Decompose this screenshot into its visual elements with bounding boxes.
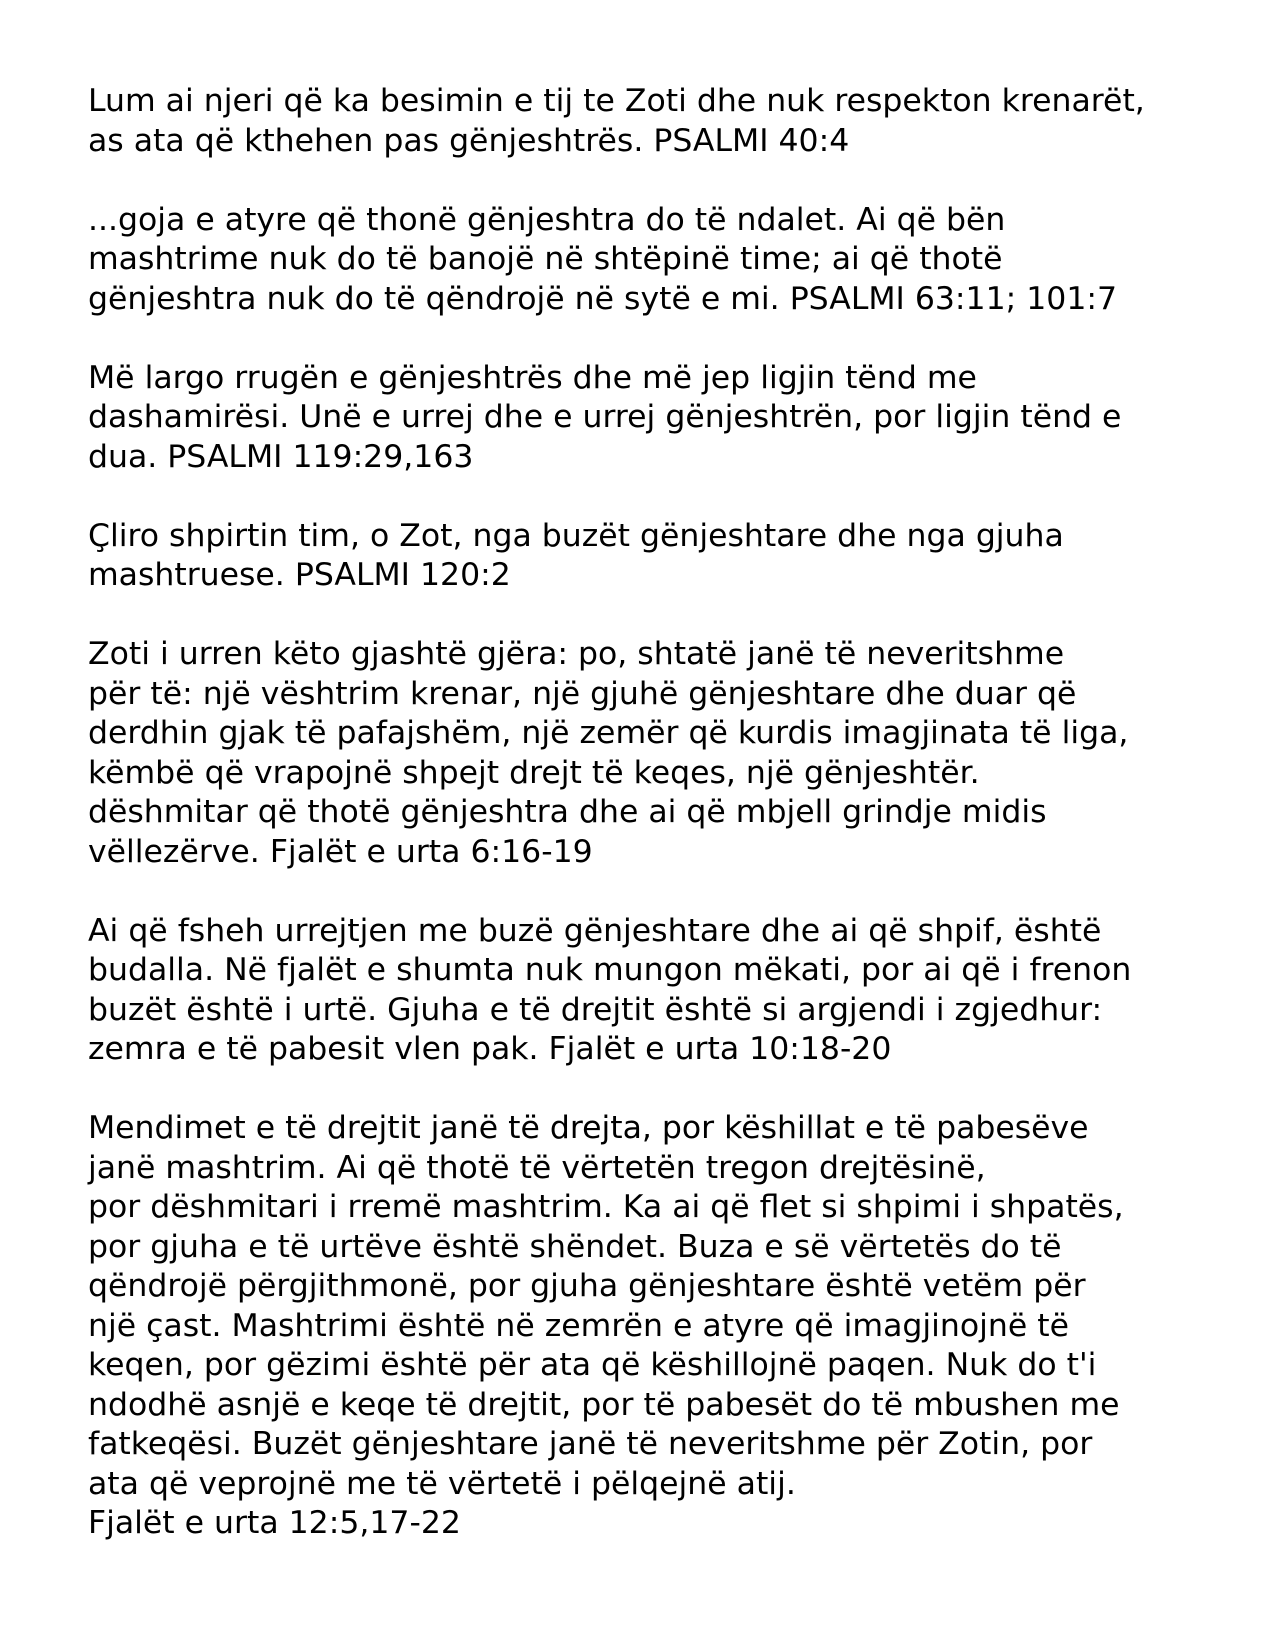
text-line: gënjeshtra nuk do të qëndrojë në sytë e mi. PSALMI 63:11; 101:7 (88, 280, 1118, 317)
paragraph-proverbs-10 (88, 912, 1248, 1070)
text-line: derdhin gjak të pafajshëm, një zemër që kurdis imagjinata të liga, (88, 715, 1129, 751)
paragraph-proverbs-12 (88, 1109, 1248, 1544)
text-line: ndodhë asnjë e keqe të drejtit, por të pabesët do të mbushen me (88, 1386, 1120, 1423)
text-line: dëshmitar që thotë gënjeshtra dhe ai që mbjell grindje midis (88, 794, 1047, 830)
text-line: këmbë që vrapojnë shpejt drejt të keqes, një gënjeshtër. (88, 754, 980, 791)
paragraph-proverbs-6 (88, 635, 1248, 872)
text-line: Lum ai njeri që ka besimin e tij te Zoti dhe nuk respekton krenarët, (88, 83, 1145, 119)
text-line: një çast. Mashtrimi është në zemrën e atyre që imagjinojnë të (88, 1307, 1069, 1344)
text-line: ...goja e atyre që thonë gënjeshtra do të ndalet. Ai që bën (88, 201, 1006, 238)
text-line: budalla. Në fjalët e shumta nuk mungon mëkati, por ai që i frenon (88, 952, 1132, 988)
text-line: janë mashtrim. Ai që thotë të vërtetën tregon drejtësinë, (88, 1149, 986, 1186)
text-line: dua. PSALMI 119:29,163 (88, 438, 474, 475)
text-line: Më largo rrugën e gënjeshtrës dhe më jep ligjin tënd me (88, 359, 977, 396)
text-line: buzët është i urtë. Gjuha e të drejtit është si argjendi i zgjedhur: (88, 991, 1103, 1028)
paragraph-psalm-40-4 (88, 82, 1248, 161)
text-line: por gjuha e të urtëve është shëndet. Buza e së vërtetës do të (88, 1228, 1062, 1265)
paragraph-psalm-119 (88, 359, 1248, 478)
text-line: Fjalët e urta 12:5,17-22 (88, 1505, 461, 1541)
text-line: ata që veprojnë me të vërtetë i pëlqejnë atij. (88, 1465, 796, 1502)
text-line: keqen, por gëzimi është për ata që këshillojnë paqen. Nuk do t'i (88, 1347, 1097, 1383)
text-line: mashtrime nuk do të banojë në shtëpinë time; ai që thotë (88, 241, 1003, 277)
text-line: por dëshmitari i rremë mashtrim. Ka ai që flet si shpimi i shpatës, (88, 1189, 1124, 1225)
text-line: as ata që kthehen pas gënjeshtrës. PSALMI 40:4 (88, 122, 850, 159)
document-body (88, 82, 1248, 1583)
text-line: fatkeqësi. Buzët gënjeshtare janë të neveritshme për Zotin, por (88, 1426, 1093, 1462)
text-line: Çliro shpirtin tim, o Zot, nga buzët gënjeshtare dhe nga gjuha (88, 517, 1064, 554)
text-line: zemra e të pabesit vlen pak. Fjalët e urta 10:18-20 (88, 1031, 892, 1067)
text-line: mashtruese. PSALMI 120:2 (88, 557, 511, 593)
paragraph-psalm-63-101 (88, 201, 1248, 320)
text-line: Mendimet e të drejtit janë të drejta, por këshillat e të pabesëve (88, 1110, 1089, 1146)
text-line: qëndrojë përgjithmonë, por gjuha gënjeshtare është vetëm për (88, 1268, 1086, 1304)
paragraph-psalm-120 (88, 517, 1248, 596)
text-line: dashamirësi. Unë e urrej dhe e urrej gënjeshtrën, por ligjin tënd e (88, 399, 1122, 435)
text-line: vëllezërve. Fjalët e urta 6:16-19 (88, 833, 593, 870)
text-line: Zoti i urren këto gjashtë gjëra: po, shtatë janë të neveritshme (88, 636, 1065, 672)
text-line: Ai që fsheh urrejtjen me buzë gënjeshtare dhe ai që shpif, është (88, 912, 1102, 949)
text-line: për të: një vështrim krenar, një gjuhë gënjeshtare dhe duar që (88, 675, 1077, 712)
